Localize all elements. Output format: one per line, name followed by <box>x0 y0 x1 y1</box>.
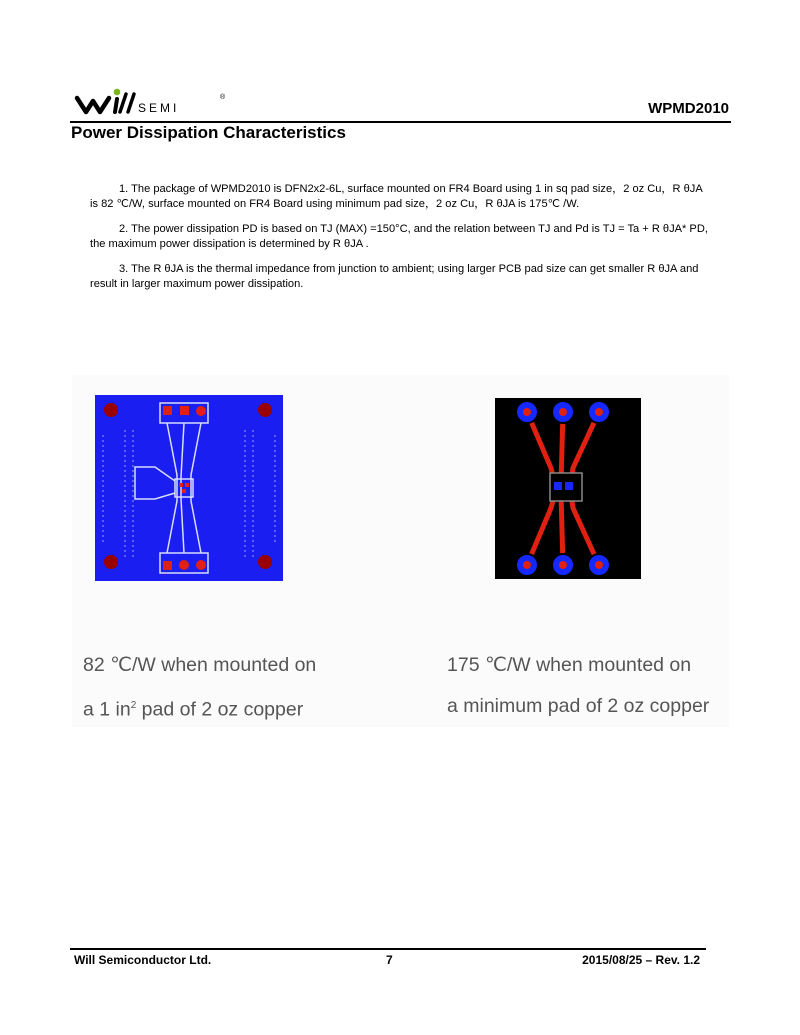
notes-section <box>90 182 708 302</box>
footer-company: Will Semiconductor Ltd. <box>74 953 212 967</box>
note-1: 1. The package of WPMD2010 is DFN2x2-6L, surface mounted on FR4 Board using 1 in sq pad size，2 oz Cu，R θJA is 82 ℃/W, surface mounted on FR4 Board using minimum pad size，2 oz Cu，R θJA is 175℃ /W. <box>90 183 703 210</box>
note-3: 3. The R θJA is the thermal impedance from junction to ambient; using larger PCB pad size can get smaller R θJA and result in larger maximum power dissipation. <box>90 263 699 290</box>
minimum-pad-caption-line1: 175 ℃/W when mounted on <box>447 654 692 676</box>
registered-mark: ® <box>220 94 226 101</box>
minimum-pad-board-image <box>495 398 641 579</box>
page-title: Power Dissipation Characteristics <box>71 123 346 142</box>
part-number: WPMD2010 <box>648 100 729 117</box>
note-2: 2. The power dissipation PD is based on TJ (MAX) =150°C, and the relation between TJ and Pd is TJ = Ta + R θJA* PD, the maximum power dissipation is determined by R θJA . <box>90 223 708 250</box>
logo-text: SEMI <box>138 101 180 115</box>
will-semi-logo <box>74 86 244 116</box>
footer-date-revision: 2015/08/25 – Rev. 1.2 <box>582 953 700 967</box>
large-pad-caption-line1: 82 ℃/W when mounted on <box>83 654 317 676</box>
minimum-pad-caption-line2: a minimum pad of 2 oz copper <box>447 695 710 717</box>
pcb-layout-figure <box>72 375 729 727</box>
footer-rule <box>70 948 706 950</box>
large-pad-board-image <box>95 395 283 581</box>
large-pad-caption-line2: a 1 $in^2$ pad of 2 oz copper <box>83 698 304 721</box>
footer-page-number: 7 <box>386 953 393 967</box>
